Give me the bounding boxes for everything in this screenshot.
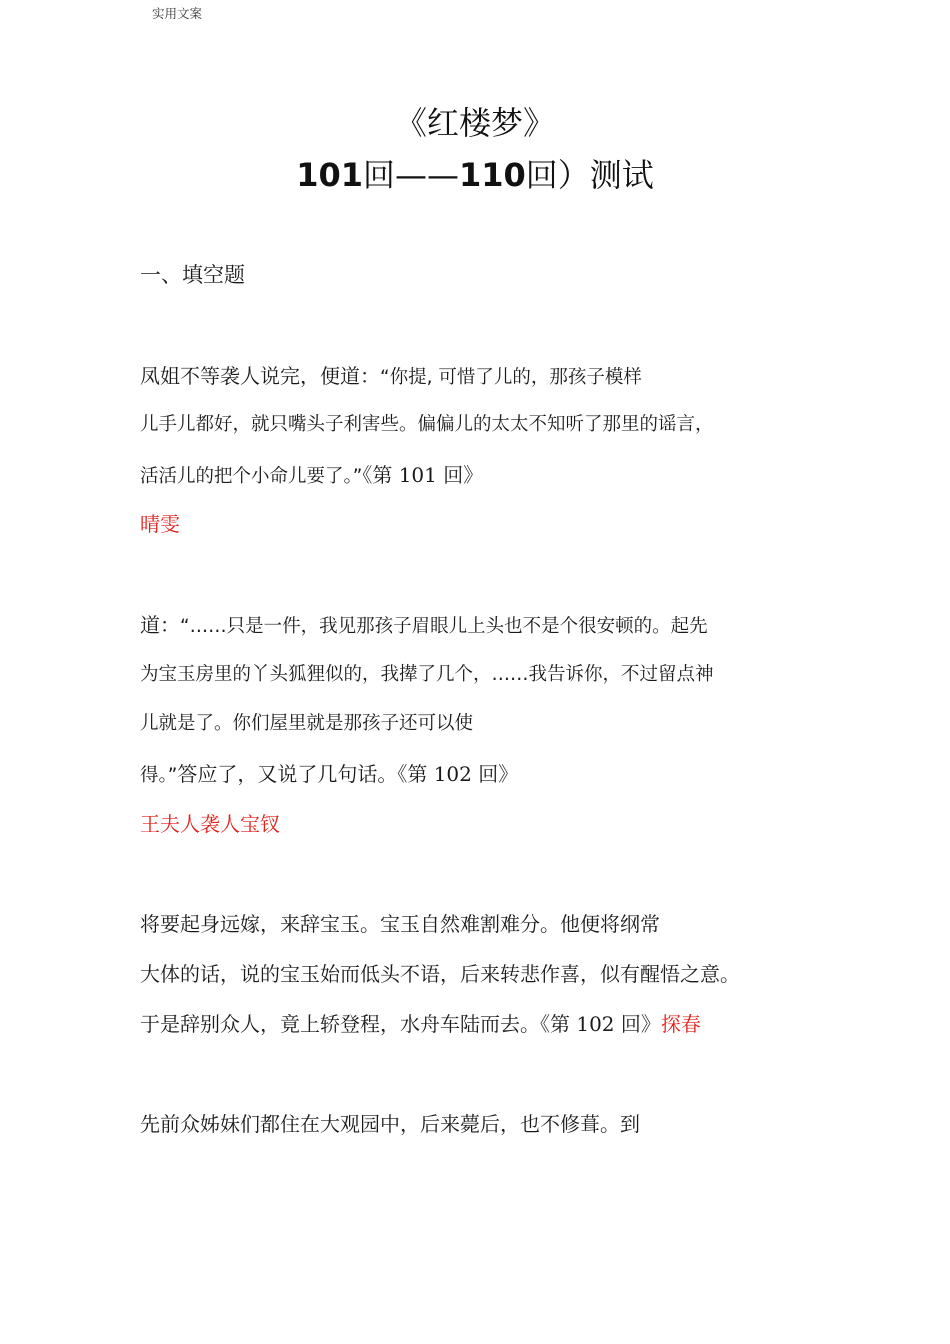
question-2-answer: 王夫人袭人宝钗 (140, 812, 280, 836)
page-header-label: 实用文案 (152, 6, 203, 21)
question-1-chapter-ref: 《第 101 回》 (362, 463, 484, 487)
question-1-line-2: 儿手儿都好，就只嘴头子利害些。偏偏儿的太太不知听了那里的谣言， (140, 414, 714, 435)
question-1-line-1-serif: 凤姐不等袭人说完，便道： (140, 364, 380, 388)
document-title: 《红楼梦》 (394, 104, 555, 142)
question-3-answer: 探春 (660, 1012, 701, 1036)
question-1-line-3 (140, 461, 483, 491)
question-2-line-1 (140, 611, 708, 641)
question-3-line-3-text: 于是辞别众人，竟上轿登程，水舟车陆而去。《第 102 回》 (140, 1012, 661, 1036)
question-3-line-3 (140, 1010, 701, 1038)
subtitle-text-a: 回—— (362, 156, 459, 194)
subtitle-text-b: 回）测试 (525, 156, 654, 194)
section-heading: 一、填空题 (140, 263, 245, 287)
question-2-line-4-serif: 答应了，又说了几句话。《第 102 回》 (177, 762, 519, 786)
question-4-line-1: 先前众姊妹们都住在大观园中，后来薨后，也不修葺。到 (140, 1112, 640, 1136)
chapter-start-number: 101 (296, 156, 363, 194)
question-2-line-1-serif: 道： (140, 613, 180, 637)
question-1-line-1 (140, 362, 642, 392)
question-1-line-3-quote: 活活儿的把个小命儿要了。” (140, 466, 363, 487)
question-1-answer: 晴雯 (140, 512, 180, 536)
chapter-end-number: 110 (459, 156, 526, 194)
question-2-line-1-quote: “……只是一件，我见那孩子眉眼儿上头也不是个很安顿的。起先 (180, 616, 708, 637)
question-1-line-1-quote: “你提, 可惜了儿的，那孩子模样 (380, 367, 642, 388)
question-3-line-1: 将要起身远嫁，来辞宝玉。宝玉自然难割难分。他便将纲常 (140, 912, 660, 936)
question-2-line-3: 儿就是了。你们屋里就是那孩子还可以使 (140, 713, 474, 734)
document-subtitle (0, 155, 950, 195)
question-2-line-4 (140, 760, 518, 790)
question-2-line-4-quote: 得。” (140, 765, 178, 786)
question-3-line-2: 大体的话，说的宝玉始而低头不语，后来转悲作喜，似有醒悟之意。 (140, 962, 740, 986)
question-2-line-2: 为宝玉房里的丫头狐狸似的，我撵了几个，……我告诉你，不过留点神 (140, 664, 714, 685)
